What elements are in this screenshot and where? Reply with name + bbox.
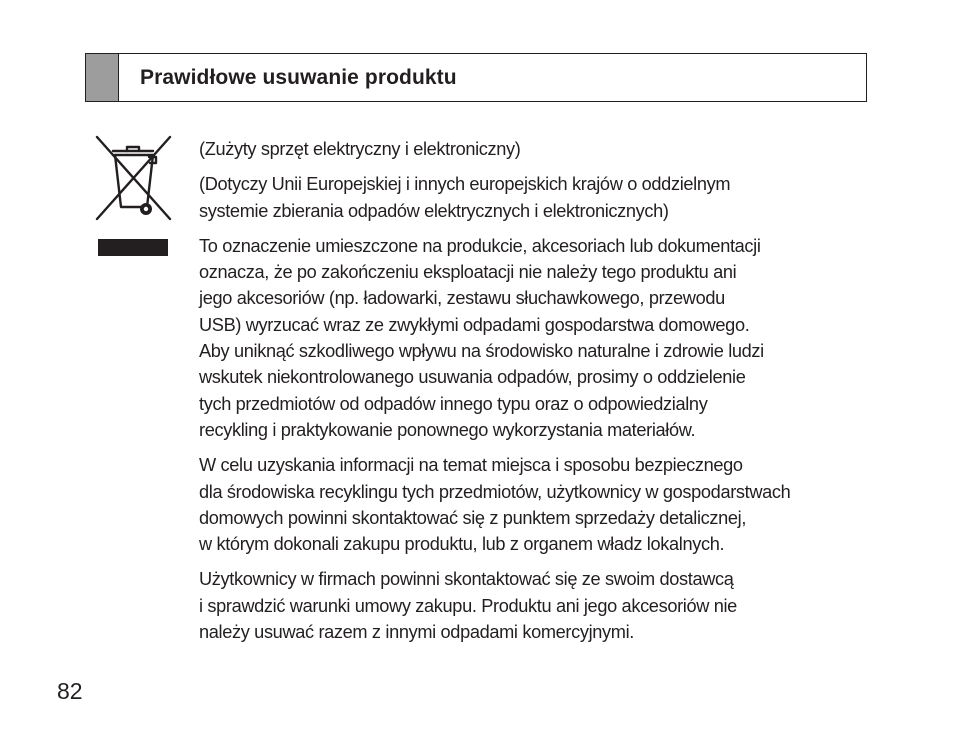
paragraph-business-users: Użytkownicy w firmach powinni skontaktować się ze swoim dostawcą i sprawdzić warunki umowy zakupu. Produktu ani jego akcesoriów nie należy usuwać razem z innymi odpadami komercyjnymi. bbox=[199, 569, 737, 643]
page-number: 82 bbox=[57, 678, 83, 704]
weee-solid-bar bbox=[98, 239, 168, 256]
section-title: Prawidłowe usuwanie produktu bbox=[140, 65, 457, 89]
paragraph-marking-meaning: To oznaczenie umieszczone na produkcie, akcesoriach lub dokumentacji oznacza, że po zakończeniu eksploatacji nie należy tego produktu ani jego akcesoriów (np. ładowarki, zestawu słuchawkowego, przewodu USB) wyrzucać wraz ze zwykłymi odpadami gospodarstwa domowego. Aby uniknąć szkodliwego wpływu na środowisko naturalne i zdrowie ludzi wskutek niekontrolowanego usuwania odpadów, prosimy o oddzielenie tych przedmiotów od odpadów innego typu oraz o odpowiedzialny recykling i praktykowanie ponownego wykorzystania materiałów. bbox=[199, 235, 764, 440]
disposal-text bbox=[199, 136, 864, 654]
section-header bbox=[85, 53, 867, 102]
paragraph-eu-scope: (Dotyczy Unii Europejskiej i innych europejskich krajów o oddzielnym systemie zbierania odpadów elektrycznych i elektronicznych) bbox=[199, 174, 731, 221]
paragraph-weee-title: (Zużyty sprzęt elektryczny i elektroniczny) bbox=[199, 139, 521, 159]
header-accent-block bbox=[86, 54, 119, 101]
paragraph-household-users: W celu uzyskania informacji na temat miejsca i sposobu bezpiecznego dla środowiska recyklingu tych przedmiotów, użytkownicy w gospodarstwach domowych powinni skontaktować się z punktem sprzedaży detalicznej, w którym dokonali zakupu produktu, lub z organem władz lokalnych. bbox=[199, 455, 791, 555]
crossed-out-wheeled-bin-icon bbox=[92, 135, 176, 223]
